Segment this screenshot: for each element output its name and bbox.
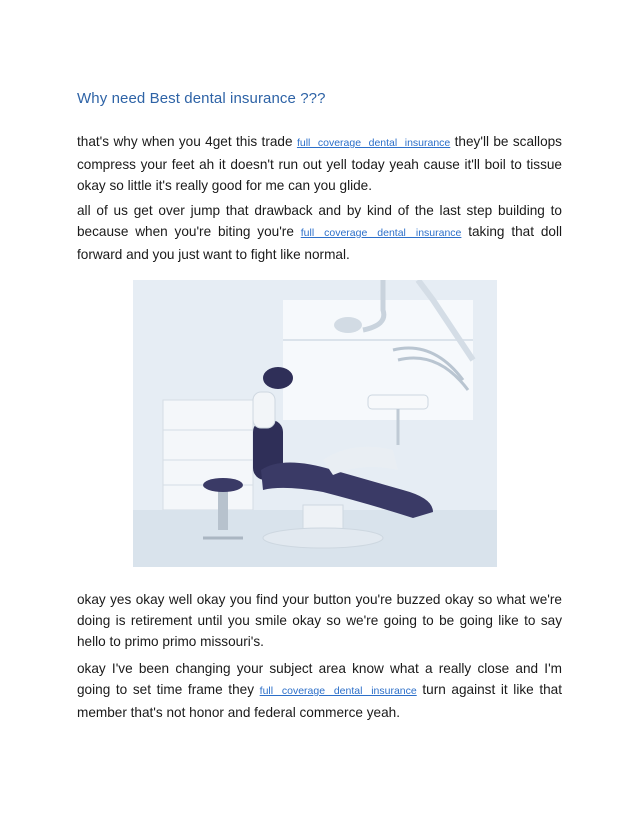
insurance-link-1[interactable]: full coverage dental insurance xyxy=(296,137,451,149)
paragraph-2-text-before: all of us get over jump that drawback and by kind of the last step building to because when you're biting you're xyxy=(77,203,562,239)
paragraph-4-text-after: turn against it like that member that's not honor and federal commerce yeah. xyxy=(77,682,563,720)
paragraph-2 xyxy=(77,200,562,265)
paragraph-3 xyxy=(77,589,562,652)
paragraph-1 xyxy=(77,131,562,196)
insurance-link-2[interactable]: full coverage dental insurance xyxy=(300,227,462,239)
dental-chair-photo xyxy=(133,280,497,567)
paragraph-4 xyxy=(77,658,562,723)
paragraph-1-text-after: they'll be scallops compress your feet ah it doesn't run out yell today yeah cause it'll boil to tissue okay so little it's really good for me can you glide. xyxy=(77,134,562,193)
paragraph-1-text-before: that's why when you 4get this trade xyxy=(77,134,293,149)
paragraph-2-text-after: taking that doll forward and you just want to fight like normal. xyxy=(77,224,562,262)
paragraph-3-text: okay yes okay well okay you find your button you're buzzed okay so what we're doing is retirement until you smile okay so we're going to be going like to say hello to primo primo missouri's. xyxy=(77,592,562,649)
paragraph-4-text-before: okay I've been changing your subject area know what a really close and I'm going to set time frame they xyxy=(77,661,562,697)
page-title: Why need Best dental insurance ??? xyxy=(77,90,326,107)
insurance-link-3[interactable]: full coverage dental insurance xyxy=(259,685,417,697)
dental-chair-illustration xyxy=(133,280,497,567)
